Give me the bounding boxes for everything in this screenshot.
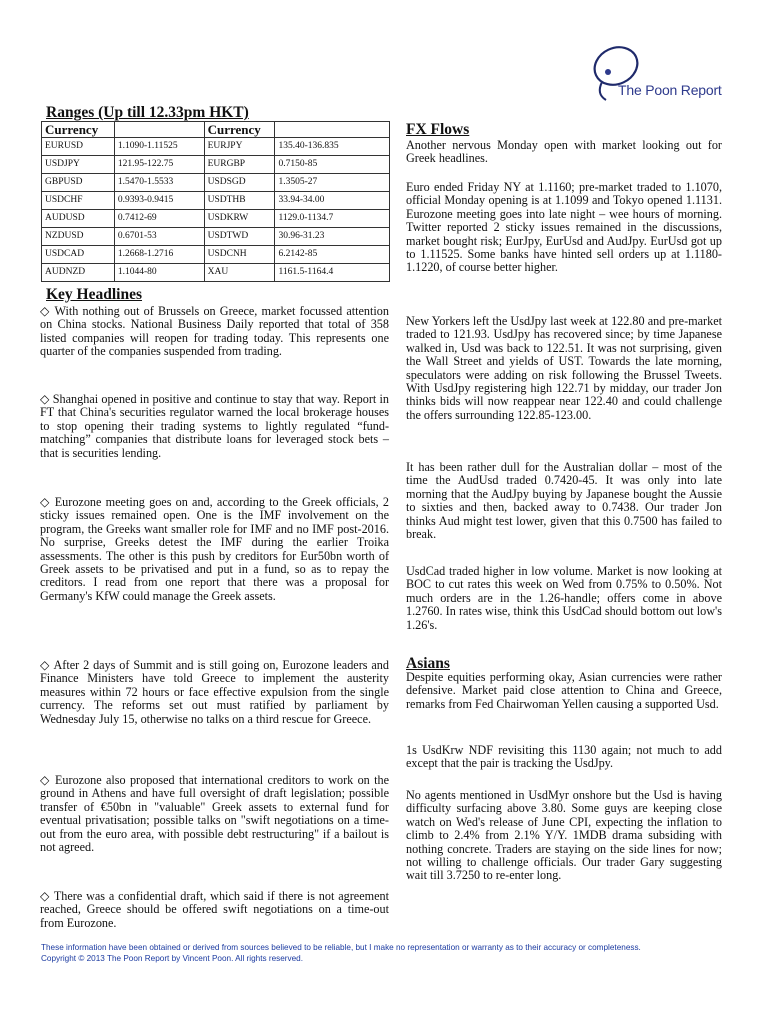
pair-cell: AUDNZD: [42, 264, 115, 282]
range-cell: 1129.0-1134.7: [275, 210, 390, 228]
table-row: [42, 246, 390, 264]
range-cell: 0.7412-69: [114, 210, 204, 228]
range-cell: 33.94-34.00: [275, 192, 390, 210]
asians-item: 1s UsdKrw NDF revisiting this 1130 again; not much to add except that the pair is tracking the UsdJpy.: [406, 743, 722, 771]
pair-cell: XAU: [204, 264, 275, 282]
table-header-range: [114, 122, 204, 138]
range-cell: 6.2142-85: [275, 246, 390, 264]
asians-heading: Asians: [406, 655, 450, 672]
pair-cell: USDTWD: [204, 228, 275, 246]
table-header-row: [42, 122, 390, 138]
range-cell: 1.1090-1.11525: [114, 138, 204, 156]
fx-flow-item: Euro ended Friday NY at 1.1160; pre-market traded to 1.1070, official Monday opening is at 1.1099 and Tokyo opened 1.1131. Eurozone meeting goes into late night – wee hours of morning. Twitter reported 2 sticky issues remained in the discussions, market bought risk; EurJpy, EurUsd and AudJpy. EurUsd got up to 1.11525. Some banks have hinted sell orders up at 1.1180-1.1220, of course better higher.: [406, 180, 722, 275]
ranges-table: [41, 121, 390, 282]
logo-text: The Poon Report: [618, 82, 722, 98]
pair-cell: EURJPY: [204, 138, 275, 156]
table-header-range: [275, 122, 390, 138]
table-row: [42, 228, 390, 246]
range-cell: 121.95-122.75: [114, 156, 204, 174]
key-headlines-heading: Key Headlines: [46, 286, 143, 303]
fx-flow-item: Another nervous Monday open with market looking out for Greek headlines.: [406, 138, 722, 166]
table-header-currency: Currency: [204, 122, 275, 138]
headline-item: ◇ Eurozone also proposed that international creditors to work on the ground in Athens and have full oversight of draft legislation; possible transfer of €50bn in "valuable" Greek assets to external fund for eventual privatisation; possible talks on "swift negotiations on a time-out from the euro area, with possible debt restructuring" if a bailout is not agreed.: [40, 773, 389, 855]
asians-item: Despite equities performing okay, Asian currencies were rather defensive. Market paid close attention to China and Greece, remarks from Fed Chairwoman Yellen causing a supported Usd.: [406, 670, 722, 711]
fx-flow-item: New Yorkers left the UsdJpy last week at 122.80 and pre-market traded to 121.93. UsdJpy has recovered since; by time Japanese walked in, Usd was back to 122.51. It was not surprising, given the Wall Street and yields of UST. Towards the late morning, speculators were adding on risk following the Brussel Tweets. With UsdJpy registering high 122.71 by midday, our trader Jon thinks bids will now reappear near 122.40 and could challenge the offers surrounding 122.85-123.00.: [406, 314, 722, 422]
pair-cell: USDJPY: [42, 156, 115, 174]
headline-item: ◇ After 2 days of Summit and is still going on, Eurozone leaders and Finance Ministers have told Greece to implement the austerity measures within 72 hours or face effective expulsion from the single currency. The reforms set out must ratified by parliament by Wednesday July 15, otherwise no talks on a third rescue for Greece.: [40, 658, 389, 726]
range-cell: 1.5470-1.5533: [114, 174, 204, 192]
footer: [41, 942, 731, 964]
headline-item: ◇ With nothing out of Brussels on Greece, market focussed attention on China stocks. National Business Daily reported that total of 358 listed companies will reopen for trading today. This represents one quarter of the companies suspended from trading.: [40, 304, 389, 359]
table-row: [42, 138, 390, 156]
pair-cell: NZDUSD: [42, 228, 115, 246]
fx-flow-item: UsdCad traded higher in low volume. Market is now looking at BOC to cut rates this week on Wed from 0.75% to 0.50%. Not much orders are in the 1.26-handle; offers come in above 1.2760. In rates wise, think this UsdCad should bottom out low's 1.26's.: [406, 564, 722, 632]
range-cell: 0.9393-0.9415: [114, 192, 204, 210]
range-cell: 1.2668-1.2716: [114, 246, 204, 264]
range-cell: 30.96-31.23: [275, 228, 390, 246]
table-header-currency: Currency: [42, 122, 115, 138]
pair-cell: USDSGD: [204, 174, 275, 192]
pair-cell: USDKRW: [204, 210, 275, 228]
range-cell: 0.6701-53: [114, 228, 204, 246]
footer-copyright: Copyright © 2013 The Poon Report by Vincent Poon. All rights reserved.: [41, 954, 303, 963]
pair-cell: GBPUSD: [42, 174, 115, 192]
headline-item: ◇ There was a confidential draft, which said if there is not agreement reached, Greece should be offered swift negotiations on a time-out from Eurozone.: [40, 889, 389, 930]
pair-cell: USDCAD: [42, 246, 115, 264]
headline-item: ◇ Shanghai opened in positive and continue to stay that way. Report in FT that China's securities regulator warned the local brokerage houses to stop opening their trading systems to lightly regulated “fund-matching” companies that distribute loans for leveraged stock bets – that is securities lending.: [40, 392, 389, 460]
range-cell: 1.3505-27: [275, 174, 390, 192]
table-row: [42, 264, 390, 282]
table-row: [42, 156, 390, 174]
footer-disclaimer: These information have been obtained or derived from sources believed to be reliable, but I make no representation or warranty as to their accuracy or completeness.: [41, 943, 641, 952]
fx-flow-item: It has been rather dull for the Australian dollar – most of the time the AudUsd traded 0.7420-45. It was only into late morning that the AudJpy buying by Japanese bought the Aussie to sixties and then, backed away to 0.7438. Our trader Jon thinks Aud might test lower, given that this 0.7500 has failed to break.: [406, 460, 722, 542]
pair-cell: EURGBP: [204, 156, 275, 174]
range-cell: 1161.5-1164.4: [275, 264, 390, 282]
table-row: [42, 210, 390, 228]
range-cell: 1.1044-80: [114, 264, 204, 282]
ranges-title: Ranges (Up till 12.33pm HKT): [46, 104, 249, 121]
headline-item: ◇ Eurozone meeting goes on and, according to the Greek officials, 2 sticky issues remained open. One is the IMF involvement on the program, the Greeks want smaller role for IMF and no IMF post-2016. No surprise, Greeks detest the IMF during the earlier Troika assessments. The other is this push by creditors for Eur50bn worth of Greek assets to be privatised and put in a fund, so as to repay the creditors. I read from one report that there was a proposal for Germany's KfW could manage the Greek assets.: [40, 495, 389, 603]
table-row: [42, 192, 390, 210]
asians-item: No agents mentioned in UsdMyr onshore but the Usd is having difficulty surfacing above 3.80. Some guys are keeping close watch on Wed's release of June CPI, expecting the inflation to climb to 2.4% from 2.1% Y/Y. 1MDB drama subsiding with nothing concrete. Traders are staying on the side lines for now; not willing to challenge officials. Our trader Gary suggesting wait till 3.7250 to re-enter long.: [406, 788, 722, 883]
table-row: [42, 174, 390, 192]
range-cell: 0.7150-85: [275, 156, 390, 174]
pair-cell: USDCHF: [42, 192, 115, 210]
pair-cell: EURUSD: [42, 138, 115, 156]
fx-flows-heading: FX Flows: [406, 121, 470, 138]
pair-cell: USDCNH: [204, 246, 275, 264]
pair-cell: USDTHB: [204, 192, 275, 210]
range-cell: 135.40-136.835: [275, 138, 390, 156]
pair-cell: AUDUSD: [42, 210, 115, 228]
